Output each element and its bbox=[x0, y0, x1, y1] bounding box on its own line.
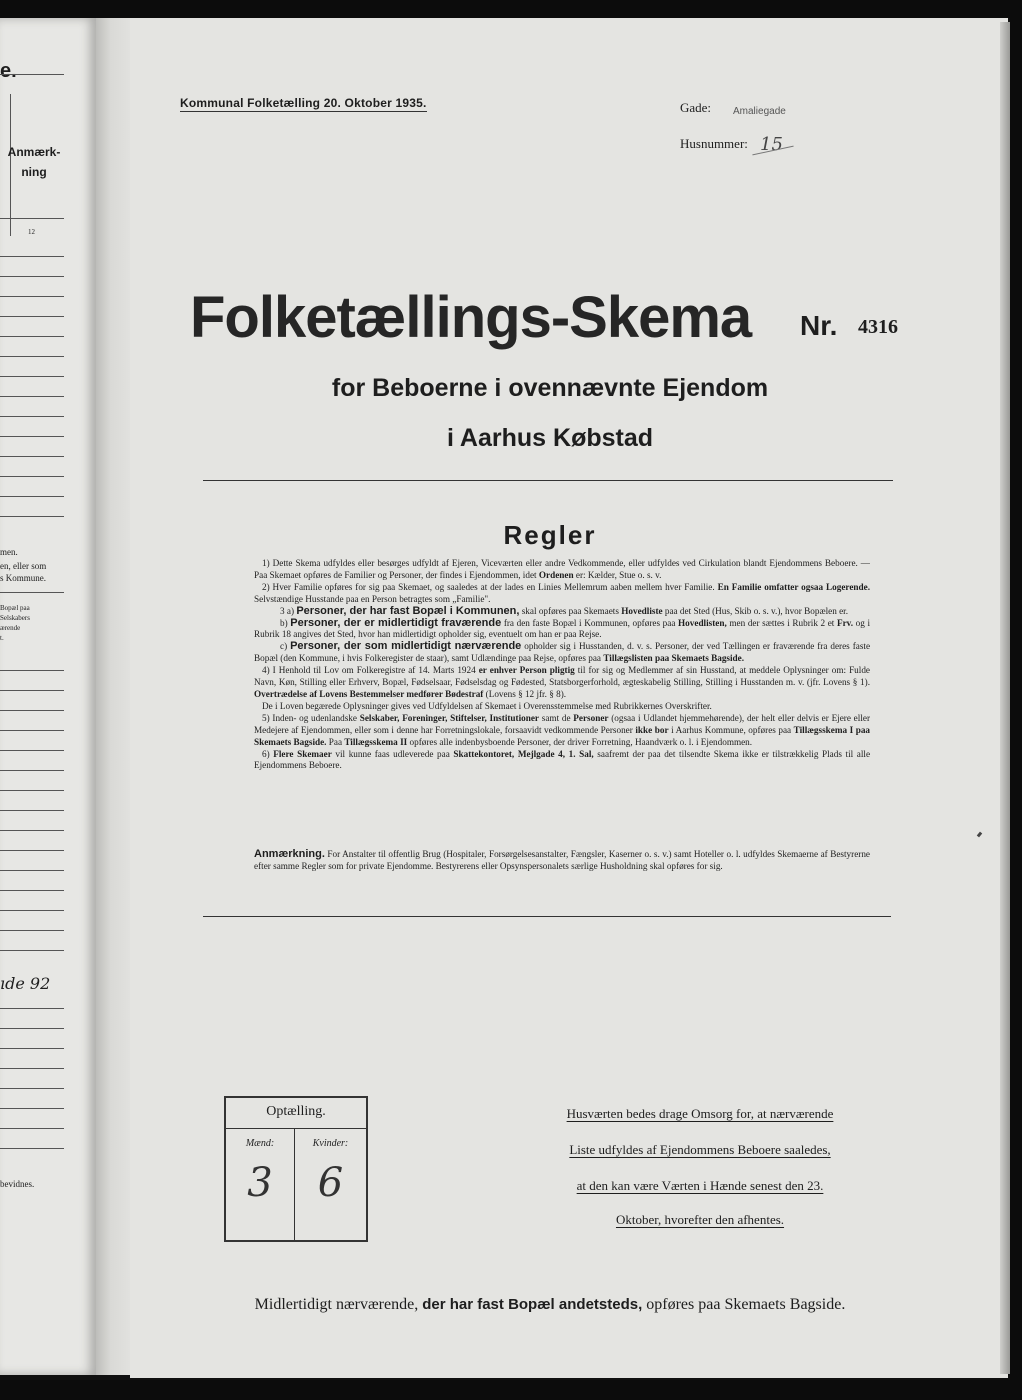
table-rule bbox=[0, 710, 64, 711]
table-rule bbox=[0, 256, 64, 257]
census-header: Kommunal Folketælling 20. Oktober 1935. bbox=[180, 96, 427, 110]
street-value: Amaliegade bbox=[733, 106, 786, 117]
table-rule bbox=[0, 950, 64, 951]
tiny-fragment: Selskabers bbox=[0, 614, 30, 622]
handwriting-fragment: ıde 92 bbox=[0, 974, 51, 993]
table-rule bbox=[0, 890, 64, 891]
table-rule bbox=[0, 1008, 64, 1009]
table-rule bbox=[0, 356, 64, 357]
women-count: 6 bbox=[317, 1160, 344, 1206]
divider bbox=[0, 218, 64, 219]
table-rule bbox=[0, 1048, 64, 1049]
table-rule bbox=[0, 870, 64, 871]
table-rule bbox=[0, 396, 64, 397]
rules-text bbox=[254, 558, 870, 772]
column-label-anmaerkning: Anmærk- ning bbox=[7, 145, 61, 179]
tiny-fragment: ærende bbox=[0, 624, 21, 632]
tiny-fragment: Bopæl paa bbox=[0, 604, 30, 612]
rule-3b: b) Personer, der er midlertidigt fraværende fra den faste Bopæl i Kommunen, opføres paa Hovedlisten, men der sættes i Rubrik 2 et Frv. og i Rubrik 18 angives det Sted, hvor han midlertidigt opholder sig, eventuelt om han er paa Rejse. bbox=[254, 616, 871, 640]
rule-6: 6) Flere Skemaer vil kunne faas udleverede paa Skattekontoret, Mejlgade 4, 1. Sal, saafremt der paa det tilsendte Skema ikke er tilstrækkelig Plads til alle Ejendommens Beboere. bbox=[254, 748, 871, 771]
table-rule bbox=[0, 1128, 64, 1129]
rule-1: 1) Dette Skema udfyldes eller besørges udfyldt af Ejeren, Viceværten eller andre Vedkommende, eller udfyldes ved Cirkulation blandt Ejendommens Beboere. — Paa Skemaet opføres de Familier og Personer, der findes i Ejendommen, idet Ordenen er: Kælder, Stue o. s. v. bbox=[254, 558, 870, 580]
divider bbox=[203, 916, 891, 917]
left-page-title-fragment: e. bbox=[0, 60, 17, 82]
book-gutter bbox=[96, 18, 132, 1375]
table-rule bbox=[0, 296, 64, 297]
landlord-notice-line: Liste udfyldes af Ejendommens Beboere saaledes, bbox=[569, 1142, 831, 1157]
tiny-fragment: t. bbox=[0, 634, 4, 642]
form-subtitle: for Beboerne i ovennævnte Ejendom bbox=[331, 374, 769, 402]
table-rule bbox=[0, 1028, 64, 1029]
table-rule bbox=[0, 730, 64, 731]
rule-4: 4) I Henhold til Lov om Folkeregistre af 14. Marts 1924 er enhver Person pligtig til for sig og Medlemmer af sin Husstand, at meddele Oplysninger om: Fulde Navn, Køn, Stilling eller Erhverv, Bopæl, Fødselsaar, Fødselsdag og Fødested, Statsborgerforhold, ægteskabelig Stilling, Stilling i Husstanden m. v. (jfr. Lovens § 1). Overtrædelse af Lovens Bestemmelser medfører Bødestraf (Lovens § 12 jfr. § 8). bbox=[254, 665, 870, 699]
rule-4b: De i Loven begærede Oplysninger gives ved Udfyldelsen af Skemaet i Overensstemmelse med Rubrikkernes Overskrifter. bbox=[262, 700, 712, 711]
divider bbox=[203, 480, 893, 481]
table-rule bbox=[0, 592, 64, 593]
table-rule bbox=[0, 930, 64, 931]
count-box-title: Optælling. bbox=[266, 1104, 326, 1119]
table-rule bbox=[0, 436, 64, 437]
table-rule bbox=[0, 376, 64, 377]
table-rule bbox=[0, 1108, 64, 1109]
note bbox=[254, 848, 870, 872]
men-label: Mænd: bbox=[245, 1138, 275, 1149]
men-count: 3 bbox=[247, 1160, 273, 1206]
table-rule bbox=[0, 790, 64, 791]
table-rule bbox=[0, 336, 64, 337]
form-subtitle-city: i Aarhus Købstad bbox=[446, 424, 654, 452]
table-rule bbox=[0, 516, 64, 517]
table-rule bbox=[0, 750, 64, 751]
form-number-label: Nr. bbox=[800, 310, 838, 341]
table-rule bbox=[0, 476, 64, 477]
table-rule bbox=[0, 850, 64, 851]
table-rule bbox=[0, 456, 64, 457]
table-rule bbox=[0, 416, 64, 417]
landlord-notice-line: Husværten bedes drage Omsorg for, at nærværende bbox=[566, 1106, 834, 1121]
left-page-fragment bbox=[0, 18, 96, 1375]
count-box-divider bbox=[226, 1128, 366, 1129]
footer-note: Midlertidigt nærværende, der har fast Bopæl andetsteds, opføres paa Skemaets Bagside. bbox=[254, 1296, 846, 1313]
text-fragment: bevidnes. bbox=[0, 1179, 35, 1189]
text-fragment: s Kommune. bbox=[0, 573, 46, 583]
divider bbox=[0, 74, 64, 75]
table-rule bbox=[0, 830, 64, 831]
note-text: For Anstalter til offentlig Brug (Hospitaler, Forsørgelsesanstalter, Fængsler, Kaserner o. s. v.) samt Hoteller o. l. udfyldes Skemaerne af Bestyrerne efter samme Regler som for private Ejendomme. Bestyrerens eller Opsynspersonalets særlige Husholdning skal opføres for sig. bbox=[254, 849, 870, 871]
table-rule bbox=[0, 910, 64, 911]
table-rule bbox=[0, 1068, 64, 1069]
table-rule bbox=[0, 1088, 64, 1089]
table-rule bbox=[0, 1148, 64, 1149]
street-label: Gade: bbox=[680, 100, 712, 115]
text-fragment: en, eller som bbox=[0, 561, 47, 571]
house-number-value: 15 bbox=[760, 134, 783, 155]
text-fragment: men. bbox=[0, 547, 18, 557]
women-label: Kvinder: bbox=[312, 1138, 349, 1149]
note-label: Anmærkning. bbox=[254, 848, 325, 860]
rule-3a: 3 a) Personer, der har fast Bopæl i Kommunen, skal opføres paa Skemaets Hovedliste paa det Sted (Hus, Skib o. s. v.), hvor Bopælen er. bbox=[280, 604, 849, 617]
table-rule bbox=[0, 810, 64, 811]
table-rule bbox=[0, 496, 64, 497]
table-rule bbox=[0, 770, 64, 771]
table-rule bbox=[0, 276, 64, 277]
landlord-notice-line: at den kan være Værten i Hænde senest den 23. bbox=[576, 1178, 824, 1193]
table-rule bbox=[0, 690, 64, 691]
form-number-value: 4316 bbox=[858, 316, 898, 338]
rule-2: 2) Hver Familie opføres for sig paa Skemaet, og saaledes at der lades en Linies Mellemrum aaben mellem hver Familie. En Familie omfatter ogsaa Logerende. Selvstændige Husstande paa en Person betragtes som „Familie". bbox=[254, 581, 870, 604]
column-number: 12 bbox=[28, 228, 35, 236]
count-box bbox=[224, 1096, 368, 1242]
rule-5: 5) Inden- og udenlandske Selskaber, Foreninger, Stiftelser, Institutioner samt de Personer (ogsaa i Udlandet hjemmehørende), der helt eller delvis er Ejere eller Medejere af Ejendommen, eller som i denne har Forretningslokale, forsaavidt vedkommende Personer ikke bor i Aarhus Kommune, opføres paa Tillægsskema I paa Skemaets Bagside. Paa Tillægsskema II opføres alle indenbysboende Personer, der driver Forretning, Haandværk o. l. i Ejendommen. bbox=[254, 712, 871, 747]
rule-3c: c) Personer, der som midlertidigt nærværende opholder sig i Husstanden, d. v. s. Personer, der ved Tællingen er fraværende fra deres faste Bopæl (den Kommune, i hvis Folkeregister de staar), samt Udlændinge paa Rejse, opføres paa Tillægslisten paa Skemaets Bagside. bbox=[254, 640, 871, 664]
rules-heading: Regler bbox=[503, 520, 597, 550]
table-rule bbox=[0, 670, 64, 671]
page-edge bbox=[1000, 22, 1010, 1374]
landlord-notice-line: Oktober, hvorefter den afhentes. bbox=[615, 1212, 785, 1227]
form-title: Folketællings-Skema bbox=[190, 285, 752, 350]
table-rule bbox=[0, 316, 64, 317]
house-number-label: Husnummer: bbox=[680, 136, 748, 151]
